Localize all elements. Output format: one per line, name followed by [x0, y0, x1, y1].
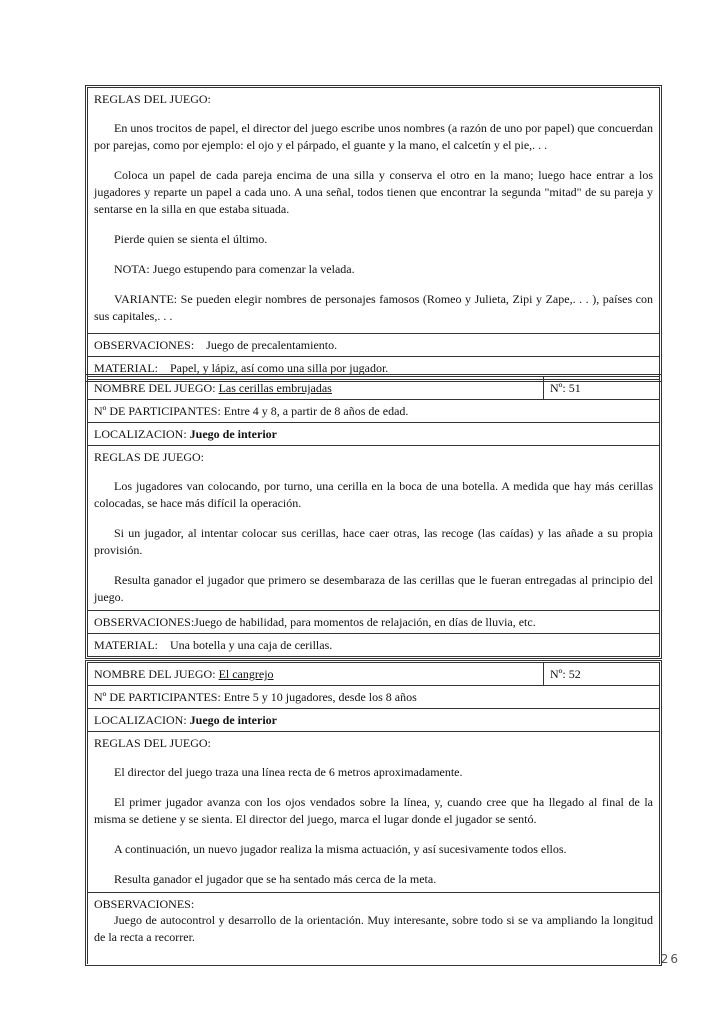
rules-section: [88, 88, 659, 334]
rules-paragraph: Pierde quien se sienta el último.: [114, 232, 268, 246]
game-card-2: [87, 376, 660, 657]
material-value: Papel, y lápiz, así como una silla por jugador.: [170, 361, 389, 375]
game-number: Nº: 52: [550, 667, 581, 681]
rules-paragraph: Resulta ganador el jugador que se ha sentado más cerca de la meta.: [114, 872, 437, 886]
rules-label: REGLAS DEL JUEGO:: [94, 736, 211, 750]
note-paragraph: NOTA: Juego estupendo para comenzar la velada.: [114, 262, 355, 276]
location-label: LOCALIZACION:: [94, 713, 187, 727]
game-name-row: [88, 663, 659, 686]
location-row: [88, 709, 659, 732]
rules-label: REGLAS DE JUEGO:: [94, 450, 204, 464]
game-name-value: Las cerillas embrujadas: [218, 381, 332, 395]
game-number: Nº: 51: [550, 381, 581, 395]
observations-row: [88, 893, 659, 949]
location-value: Juego de interior: [189, 427, 277, 441]
observations-value: Juego de autocontrol y desarrollo de la orientación. Muy interesante, sobre todo si se va ampliando la longitud de la recta a recorrer.: [94, 913, 653, 944]
rules-paragraph: El director del juego traza una línea recta de 6 metros aproximadamente.: [114, 765, 463, 779]
game-name-value: El cangrejo: [218, 667, 274, 681]
rules-paragraph: Si un jugador, al intentar colocar sus cerillas, hace caer otras, las recoge (las caídas) y las añade a su propia provisión.: [94, 526, 653, 557]
location-label: LOCALIZACION:: [94, 427, 187, 441]
material-label: MATERIAL:: [94, 361, 158, 375]
material-row: [88, 634, 659, 656]
participants-row: Nº DE PARTICIPANTES: Entre 5 y 10 jugadores, desde los 8 años: [88, 686, 659, 709]
rules-section: [88, 732, 659, 893]
rules-paragraph: Los jugadores van colocando, por turno, una cerilla en la boca de una botella. A medida que hay más cerillas colocadas, se hace más difícil la operación.: [94, 479, 653, 510]
rules-paragraph: Resulta ganador el jugador que primero se desembaraza de las cerillas que le fueran entregadas al principio del juego.: [94, 573, 653, 604]
material-label: MATERIAL:: [94, 638, 158, 652]
variant-paragraph: VARIANTE: Se pueden elegir nombres de personajes famosos (Romeo y Julieta, Zipi y Zape,. . . ), países con sus capitales,. . .: [94, 292, 653, 323]
game-name-cell: [88, 377, 544, 399]
page-number: 26: [660, 952, 680, 966]
game-name-label: NOMBRE DEL JUEGO:: [94, 667, 216, 681]
game-name-row: [88, 377, 659, 400]
game-name-label: NOMBRE DEL JUEGO:: [94, 381, 216, 395]
observations-value: Juego de precalentamiento.: [206, 338, 338, 352]
observations-label: OBSERVACIONES:: [94, 338, 195, 352]
rules-paragraph: El primer jugador avanza con los ojos vendados sobre la línea, y, cuando cree que ha llegado al final de la misma se detiene y se sienta. El director del juego, marca el lugar donde el jugador se sentó.: [94, 795, 653, 826]
game-card-1: [87, 87, 660, 380]
participants-row: Nº DE PARTICIPANTES: Entre 4 y 8, a partir de 8 años de edad.: [88, 400, 659, 423]
location-value: Juego de interior: [189, 713, 277, 727]
location-row: [88, 423, 659, 446]
rules-paragraph: A continuación, un nuevo jugador realiza la misma actuación, y así sucesivamente todos ellos.: [114, 842, 567, 856]
rules-paragraph: En unos trocitos de papel, el director del juego escribe unos nombres (a razón de uno por papel) que concuerdan por parejas, como por ejemplo: el ojo y el párpado, el guante y la mano, el calcetín y el pie,. . .: [94, 121, 653, 152]
observations-row: [88, 334, 659, 357]
material-value: Una botella y una caja de cerillas.: [170, 638, 333, 652]
rules-paragraph: Coloca un papel de cada pareja encima de una silla y conserva el otro en la mano; luego hace entrar a los jugadores y reparte un papel a cada uno. A una señal, todos tienen que encontrar la segunda "mitad" de su pareja y sentarse en la silla en que estaba situada.: [94, 168, 653, 216]
rules-label: REGLAS DEL JUEGO:: [94, 92, 211, 106]
rules-section: [88, 446, 659, 611]
observations-label: OBSERVACIONES:: [94, 897, 195, 911]
observations-row: OBSERVACIONES:Juego de habilidad, para momentos de relajación, en días de lluvia, etc.: [88, 611, 659, 634]
game-name-cell: [88, 663, 544, 685]
game-card-3: [87, 662, 660, 964]
